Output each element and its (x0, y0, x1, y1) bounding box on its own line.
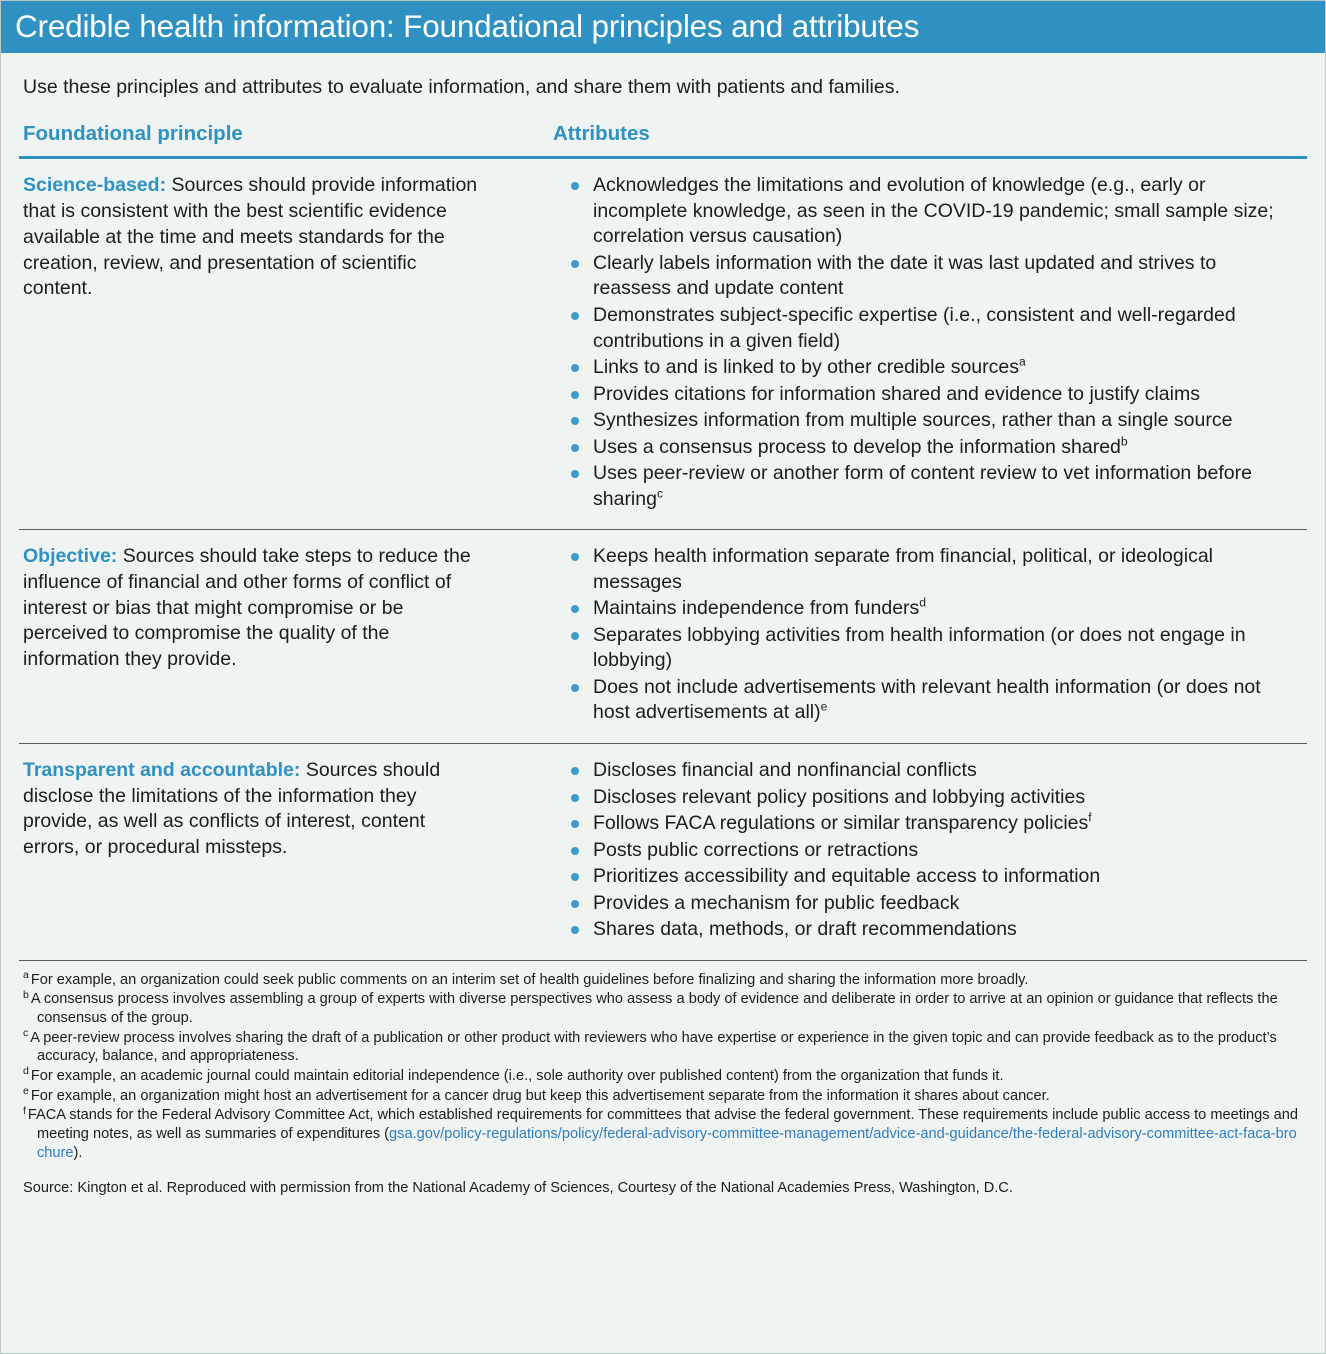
attribute-text: Acknowledges the limitations and evolution of knowledge (e.g., early or incomplete knowledge, as seen in the COVID-19 pandemic; small sample size; correlation versus causation) (593, 174, 1274, 248)
table-row (19, 158, 1307, 530)
footnote-text: FACA stands for the Federal Advisory Committee Act, which established requirements for committees that advise the federal government. These requirements include public access to meetings and meeting notes, as well as summaries of expenditures ( (27, 1107, 1298, 1143)
principle-text (23, 544, 539, 673)
title-bar (1, 1, 1325, 53)
attributes-cell (549, 743, 1307, 960)
footnote-marker: a (1018, 354, 1026, 369)
table-header-row (19, 122, 1307, 158)
table-head (19, 122, 1307, 158)
attribute-item (563, 864, 1295, 890)
attribute-text: Provides citations for information shared and evidence to justify claims (593, 382, 1200, 405)
principle-text (23, 758, 539, 861)
footnote-marker: e (820, 699, 828, 714)
attribute-item (563, 838, 1295, 864)
attribute-item (563, 917, 1295, 943)
source-credit: Source: Kington et al. Reproduced with permission from the National Academy of Sciences, Courtesy of the National Academies Press, Washington, D.C. (23, 1180, 1013, 1197)
footnote-text-tail: ). (73, 1144, 83, 1161)
attribute-text: Keeps health information separate from financial, political, or ideological messages (593, 545, 1214, 593)
footnote-f (23, 1106, 1303, 1162)
attribute-text: Follows FACA regulations or similar transparency policies (593, 812, 1089, 835)
attribute-item (563, 675, 1295, 726)
attribute-bullet-list (563, 758, 1295, 943)
footnote-marker: e (23, 1084, 29, 1097)
attribute-item (563, 623, 1295, 674)
attribute-text: Uses peer-review or another form of content review to vet information before sharing (593, 462, 1252, 510)
attribute-text: Discloses financial and nonfinancial conflicts (593, 758, 977, 781)
column-header-principle: Foundational principle (23, 122, 243, 146)
principle-description: Sources should disclose the limitations of the information they provide, as well as conflicts of interest, content errors, or procedural missteps. (23, 758, 441, 859)
footnote-marker: b (23, 988, 29, 1001)
attribute-item (563, 811, 1295, 837)
principle-description: Sources should provide information that is consistent with the best scientific evidence available at the time and meets standards for the creation, review, and presentation of scientific content. (23, 174, 478, 300)
attribute-item (563, 355, 1295, 381)
attribute-item (563, 758, 1295, 784)
attribute-text: Does not include advertisements with relevant health information (or does not host advertisements at all) (593, 675, 1261, 724)
attribute-text: Discloses relevant policy positions and lobbying activities (593, 785, 1086, 808)
footnote-marker: d (919, 595, 927, 610)
attribute-text: Demonstrates subject-specific expertise (i.e., consistent and well-regarded contributions in a given field) (593, 304, 1236, 352)
attribute-bullet-list (563, 173, 1295, 512)
attribute-text: Uses a consensus process to develop the information shared (593, 435, 1121, 458)
faca-brochure-link[interactable]: gsa.gov/policy-regulations/policy/federal-advisory-committee-management/advice-and-guidance/the-federal-advisory-committee-act-faca-brochure (37, 1126, 1297, 1161)
attribute-item (563, 251, 1295, 302)
principle-cell (19, 158, 549, 530)
footnote-b (23, 990, 1303, 1027)
attribute-item (563, 891, 1295, 917)
footnote-marker: d (23, 1065, 29, 1078)
table-row (19, 743, 1307, 960)
attribute-item (563, 303, 1295, 354)
footnote-marker: a (23, 968, 29, 981)
attribute-text: Links to and is linked to by other credible sources (593, 356, 1019, 379)
footnote-c (23, 1026, 1303, 1066)
attribute-text: Shares data, methods, or draft recommendations (593, 918, 1017, 941)
page-title: Credible health information: Foundational principles and attributes (15, 8, 920, 45)
footnote-text: For example, an organization could seek public comments on an interim set of health guidelines before finalizing and sharing the information more broadly. (30, 971, 1029, 988)
attribute-item (563, 173, 1295, 250)
attribute-item (563, 382, 1295, 408)
footnote-marker: f (1088, 810, 1092, 825)
footnote-marker: c (656, 486, 664, 501)
footnote-text: A peer-review process involves sharing the draft of a publication or other product with reviewers who have expertise or experience in the given topic and can provide feedback as to the product’s accuracy, balance, and appropriateness. (30, 1029, 1277, 1065)
attribute-text: Posts public corrections or retractions (593, 838, 919, 861)
table-row (19, 530, 1307, 744)
intro-text: Use these principles and attributes to evaluate information, and share them with patients and families. (23, 76, 900, 98)
attribute-text: Provides a mechanism for public feedback (593, 891, 960, 914)
footnote-marker: b (1120, 434, 1128, 449)
attribute-item (563, 785, 1295, 811)
attribute-item (563, 596, 1295, 622)
footnote-e (23, 1084, 1303, 1106)
principle-name: Transparent and accountable: (23, 758, 301, 781)
footnotes-list (23, 968, 1303, 1164)
attribute-text: Clearly labels information with the date it was last updated and strives to reassess and update content (593, 251, 1217, 300)
footnote-text: For example, an academic journal could maintain editorial independence (i.e., sole authority over published content) from the organization that funds it. (30, 1068, 1004, 1085)
footnote-marker: f (23, 1104, 26, 1117)
principle-cell (19, 743, 549, 960)
principle-description: Sources should take steps to reduce the influence of financial and other forms of conflict of interest or bias that might compromise or be perceived to compromise the quality of the information they provide. (23, 545, 471, 671)
column-header-attributes: Attributes (553, 122, 650, 146)
principles-table (19, 122, 1307, 960)
attribute-item (563, 544, 1295, 595)
attribute-text: Prioritizes accessibility and equitable access to information (593, 865, 1101, 888)
principle-text (23, 173, 539, 302)
attribute-item (563, 461, 1295, 512)
attribute-bullet-list (563, 544, 1295, 726)
attribute-text: Synthesizes information from multiple sources, rather than a single source (593, 409, 1233, 432)
footnote-marker: c (23, 1026, 29, 1039)
attributes-cell (549, 530, 1307, 744)
principle-name: Science-based: (23, 174, 167, 197)
principle-name: Objective: (23, 545, 118, 568)
attributes-cell (549, 158, 1307, 530)
table-body (19, 158, 1307, 960)
attribute-text: Maintains independence from funders (593, 597, 920, 620)
footnote-d (23, 1067, 1303, 1086)
footnote-a (23, 968, 1303, 990)
attribute-text: Separates lobbying activities from health information (or does not engage in lobbying) (593, 623, 1246, 672)
attribute-item (563, 435, 1295, 461)
attribute-item (563, 408, 1295, 434)
footnote-text: For example, an organization might host an advertisement for a cancer drug but keep this advertisement separate from the information it shares about cancer. (30, 1087, 1050, 1104)
footnote-text: A consensus process involves assembling a group of experts with diverse perspectives who assess a body of evidence and deliberate in order to arrive at an opinion or guidance that reflects the consensus of the group. (30, 991, 1278, 1027)
content-area (1, 53, 1325, 1353)
principle-cell (19, 530, 549, 744)
